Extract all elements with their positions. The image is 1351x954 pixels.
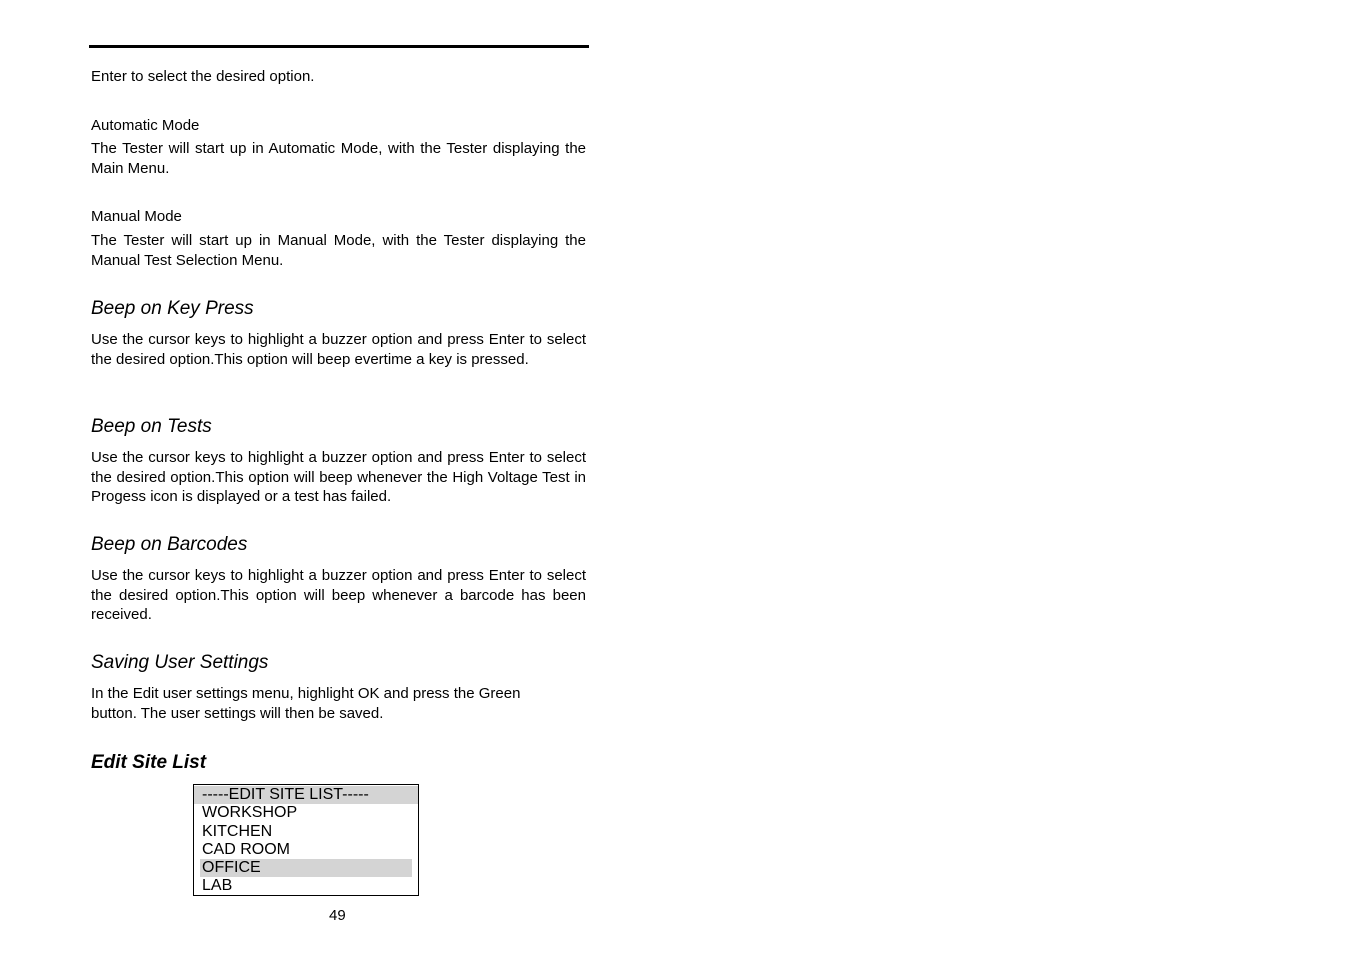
edit-site-list-screen (193, 784, 419, 896)
saving-user-settings-text (91, 684, 586, 723)
automatic-mode-text: The Tester will start up in Automatic Mode, with the Tester displaying the Main Menu. (91, 140, 586, 177)
screen-header: -----EDIT SITE LIST----- (194, 786, 418, 804)
automatic-mode-heading: Automatic Mode (91, 117, 200, 134)
page-number: 49 (329, 907, 346, 924)
edit-site-list-heading: Edit Site List (91, 752, 207, 773)
saving-user-settings-heading: Saving User Settings (91, 652, 269, 673)
beep-barcodes-heading: Beep on Barcodes (91, 534, 248, 555)
site-item-workshop: WORKSHOP (202, 804, 298, 822)
beep-tests-text: Use the cursor keys to highlight a buzzer option and press Enter to select the desired option.This option will beep whenever the High Voltage Test in Progess icon is displayed or a test has failed. (91, 449, 586, 505)
manual-mode-text: The Tester will start up in Manual Mode, with the Tester displaying the Manual Test Selection Menu. (91, 232, 586, 269)
site-item-cad-room: CAD ROOM (202, 840, 290, 858)
saving-line-1: In the Edit user settings menu, highlight OK and press the Green (91, 685, 521, 702)
beep-barcodes-text: Use the cursor keys to highlight a buzzer option and press Enter to select the desired option.This option will beep whenever a barcode has been received. (91, 567, 586, 623)
beep-key-press-heading: Beep on Key Press (91, 298, 254, 319)
intro-text: Enter to select the desired option. (91, 68, 315, 85)
beep-key-press-text: Use the cursor keys to highlight a buzzer option and press Enter to select the desired option.This option will beep evertime a key is pressed. (91, 331, 586, 368)
manual-mode-heading: Manual Mode (91, 208, 182, 225)
top-rule (89, 45, 589, 48)
beep-tests-heading: Beep on Tests (91, 416, 212, 437)
site-item-lab: LAB (202, 877, 233, 895)
saving-line-2: button. The user settings will then be saved. (91, 704, 384, 722)
site-item-kitchen: KITCHEN (202, 822, 273, 840)
site-item-office-selected: OFFICE (200, 859, 412, 877)
